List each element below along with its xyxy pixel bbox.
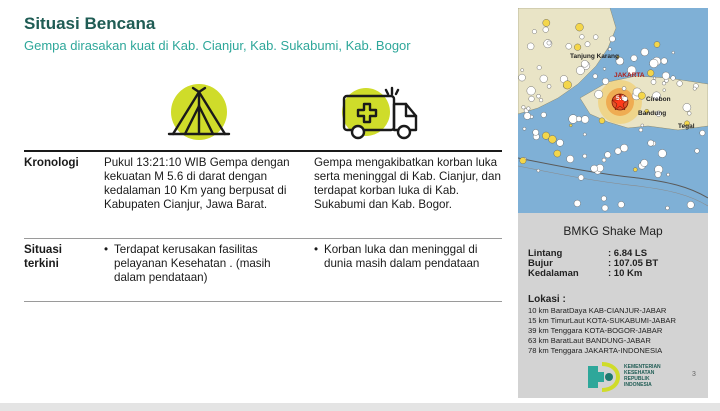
tent-icon bbox=[163, 84, 233, 144]
seismic-event-marker bbox=[672, 51, 675, 54]
map-label-cirebon: Cirebon bbox=[646, 96, 671, 103]
seismic-event-marker bbox=[651, 80, 656, 85]
seismic-event-marker bbox=[662, 82, 666, 86]
seismic-event-marker bbox=[620, 144, 628, 152]
seismic-event-marker bbox=[563, 81, 571, 89]
seismic-event-marker bbox=[549, 135, 557, 143]
seismic-event-marker bbox=[574, 44, 581, 51]
seismic-event-marker bbox=[647, 70, 654, 77]
seismic-event-marker bbox=[599, 118, 605, 124]
kemenkes-logo-mark bbox=[584, 362, 620, 392]
seismic-event-marker bbox=[653, 77, 656, 80]
seismic-event-marker bbox=[683, 103, 691, 111]
seismic-event-marker bbox=[523, 127, 526, 130]
seismic-event-marker bbox=[667, 173, 670, 176]
seismic-event-marker bbox=[576, 23, 584, 31]
seismic-event-marker bbox=[537, 169, 540, 172]
seismic-event-marker bbox=[533, 129, 539, 135]
kemenkes-logo bbox=[584, 362, 674, 392]
seismic-event-marker bbox=[695, 149, 700, 154]
page-subtitle: Gempa dirasakan kuat di Kab. Cianjur, Kab. Sukabumi, Kab. Bogor bbox=[24, 38, 411, 53]
seismic-event-marker bbox=[524, 113, 531, 120]
seismic-event-marker bbox=[593, 74, 598, 79]
seismic-event-marker bbox=[693, 87, 696, 90]
ambulance-icon bbox=[340, 84, 422, 144]
seismic-event-marker bbox=[566, 43, 572, 49]
seismic-event-marker bbox=[663, 89, 666, 92]
seismic-event-marker bbox=[576, 116, 581, 121]
map-label-magnitude: 5.6 bbox=[616, 95, 626, 102]
seismic-event-marker bbox=[605, 152, 611, 158]
param-row: Bujur : 107.05 BT bbox=[528, 258, 659, 269]
seismic-event-marker bbox=[666, 206, 670, 210]
quake-params bbox=[528, 249, 698, 279]
page-title: Situasi Bencana bbox=[24, 14, 156, 33]
seismic-event-marker bbox=[574, 200, 581, 207]
seismic-event-marker bbox=[641, 124, 644, 127]
lokasi-heading: Lokasi : bbox=[528, 294, 566, 305]
logo-text: KEMENTERIAN KESEHATAN REPUBLIK INDONESIA bbox=[624, 364, 661, 388]
seismic-event-marker bbox=[567, 155, 574, 162]
seismic-event-marker bbox=[687, 112, 691, 116]
seismic-event-marker bbox=[648, 140, 654, 146]
seismic-event-marker bbox=[522, 106, 526, 110]
seismic-event-marker bbox=[527, 87, 536, 96]
map-label-tegal: Tegal bbox=[678, 123, 695, 130]
bullet-mark: • bbox=[104, 243, 109, 256]
seismic-event-marker bbox=[537, 94, 541, 98]
map-label-jakarta: JAKARTA bbox=[614, 72, 645, 79]
seismic-event-marker bbox=[527, 43, 534, 50]
seismic-event-marker bbox=[521, 69, 524, 72]
seismic-event-marker bbox=[595, 90, 603, 98]
seismic-event-marker bbox=[641, 159, 648, 166]
map-label-tanjung-karang: Tanjung Karang bbox=[570, 53, 619, 60]
seismic-event-marker bbox=[583, 133, 586, 136]
seismic-event-marker bbox=[581, 116, 589, 124]
seismic-event-marker bbox=[583, 154, 587, 158]
seismic-event-marker bbox=[547, 84, 551, 88]
seismic-event-marker bbox=[655, 171, 661, 177]
bmkg-panel bbox=[518, 8, 708, 398]
seismic-event-marker bbox=[537, 65, 541, 69]
seismic-event-marker bbox=[662, 72, 669, 79]
seismic-event-marker bbox=[576, 66, 584, 74]
seismic-event-marker bbox=[578, 175, 584, 181]
table-row bbox=[24, 238, 502, 302]
seismic-event-marker bbox=[529, 96, 535, 102]
lokasi-list bbox=[528, 306, 676, 356]
seismic-event-marker bbox=[661, 58, 667, 64]
seismic-event-marker bbox=[633, 168, 637, 172]
seismic-event-marker bbox=[554, 150, 561, 157]
list-item: 15 km TimurLaut KOTA-SUKABUMI-JABAR bbox=[528, 316, 676, 325]
list-item: 78 km Tenggara JAKARTA-INDONESIA bbox=[528, 346, 663, 355]
row-label-situasi: Situasi terkini bbox=[24, 243, 63, 270]
bottom-bar bbox=[0, 403, 720, 411]
situasi-bullet-facilities: • Terdapat kerusakan fasilitas pelayanan Kesehatan . (masih dalam pendataan) bbox=[104, 243, 271, 284]
list-item: 10 km BaratDaya KAB-CIANJUR-JABAR bbox=[528, 306, 667, 315]
shake-map bbox=[518, 8, 708, 213]
table-row bbox=[24, 150, 502, 238]
seismic-event-marker bbox=[541, 112, 546, 117]
seismic-event-marker bbox=[638, 92, 645, 99]
kronologi-text: Pukul 13:21:10 WIB Gempa dengan kekuatan M 5.6 di darat dengan kedalaman 10 Km yang berpusat di Kabupaten Cianjur, Jawa Barat. bbox=[104, 156, 290, 211]
seismic-event-marker bbox=[677, 81, 683, 87]
seismic-event-marker bbox=[602, 78, 608, 84]
seismic-event-marker bbox=[687, 201, 694, 208]
page-number: 3 bbox=[692, 371, 696, 378]
shake-map-title: BMKG Shake Map bbox=[563, 224, 663, 238]
seismic-event-marker bbox=[631, 55, 637, 61]
situasi-bullet-casualties: • Korban luka dan meninggal di dunia masih dalam pendataan bbox=[314, 243, 480, 270]
list-item: 39 km Tenggara KOTA-BOGOR-JABAR bbox=[528, 326, 663, 335]
seismic-event-marker bbox=[547, 41, 551, 45]
seismic-event-marker bbox=[581, 60, 588, 67]
seismic-event-marker bbox=[609, 36, 615, 42]
seismic-event-marker bbox=[602, 158, 606, 162]
seismic-event-marker bbox=[543, 27, 549, 33]
seismic-event-marker bbox=[671, 76, 676, 81]
seismic-event-marker bbox=[658, 149, 666, 157]
seismic-event-marker bbox=[580, 35, 585, 40]
seismic-event-marker bbox=[585, 42, 590, 47]
bullet-mark: • bbox=[314, 243, 319, 256]
map-label-bandung: Bandung bbox=[638, 110, 667, 117]
seismic-event-marker bbox=[593, 35, 598, 40]
list-item: 63 km BaratLaut BANDUNG-JABAR bbox=[528, 336, 651, 345]
seismic-event-marker bbox=[615, 148, 621, 154]
param-row: Lintang : 6.84 LS bbox=[528, 248, 648, 259]
seismic-event-marker bbox=[650, 59, 659, 68]
impact-text: Gempa mengakibatkan korban luka serta meninggal di Kab. Cianjur, dan terdapat korban luka di Kab. Sukabumi dan Kab. Bogor. bbox=[314, 156, 501, 211]
seismic-event-marker bbox=[622, 87, 626, 91]
seismic-event-marker bbox=[641, 48, 649, 56]
seismic-event-marker bbox=[639, 128, 643, 132]
seismic-event-marker bbox=[601, 196, 606, 201]
seismic-event-marker bbox=[602, 205, 608, 211]
seismic-event-marker bbox=[543, 19, 550, 26]
param-row: Kedalaman : 10 Km bbox=[528, 268, 643, 279]
seismic-event-marker bbox=[532, 29, 536, 33]
seismic-event-marker bbox=[654, 42, 660, 48]
seismic-event-marker bbox=[603, 68, 606, 71]
seismic-event-marker bbox=[527, 107, 531, 111]
seismic-event-marker bbox=[539, 98, 543, 102]
seismic-event-marker bbox=[618, 201, 624, 207]
seismic-event-marker bbox=[608, 48, 611, 51]
seismic-event-marker bbox=[520, 157, 526, 163]
seismic-event-marker bbox=[557, 139, 564, 146]
seismic-event-marker bbox=[591, 165, 598, 172]
seismic-event-marker bbox=[540, 75, 548, 83]
seismic-event-marker bbox=[700, 130, 705, 135]
seismic-event-marker bbox=[569, 124, 572, 127]
row-label-kronologi: Kronologi bbox=[24, 156, 79, 169]
seismic-event-marker bbox=[519, 74, 526, 81]
